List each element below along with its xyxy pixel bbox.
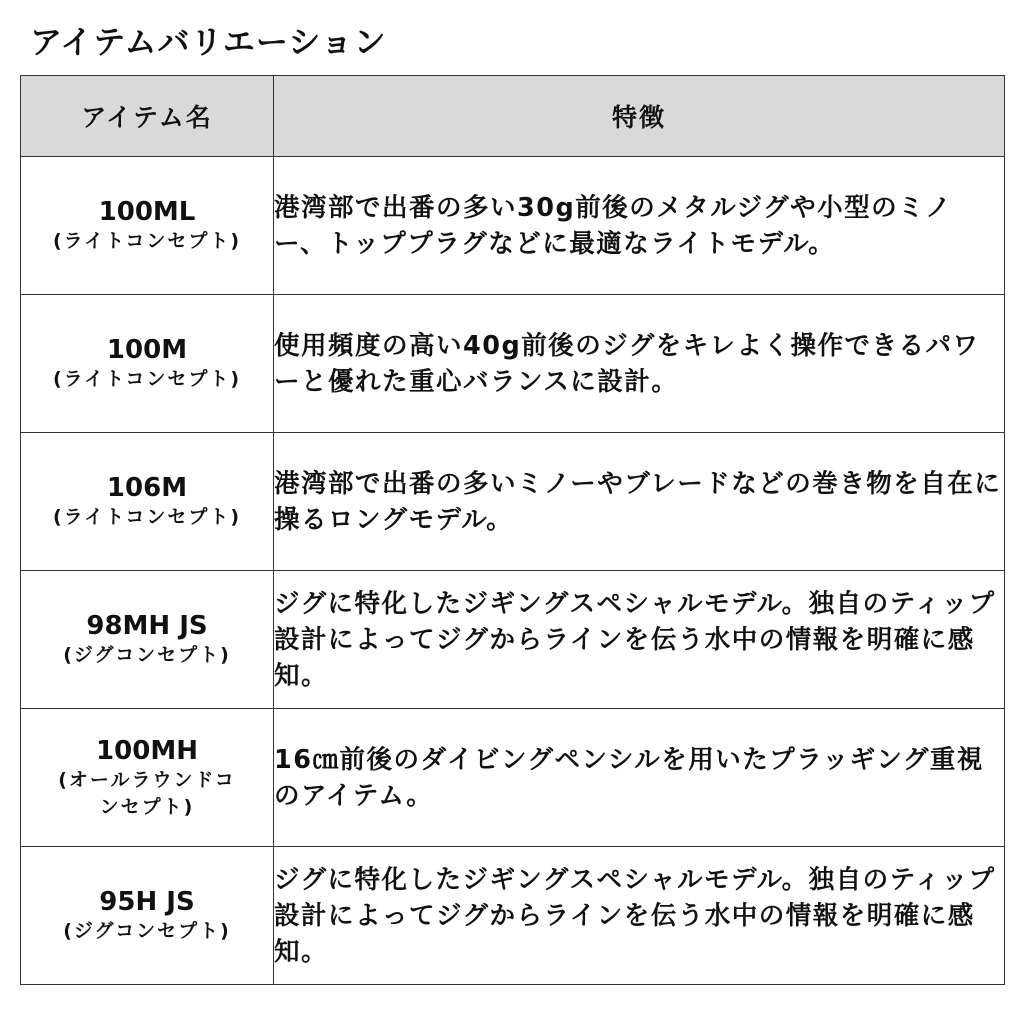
model-concept: (ライトコンセプト) (52, 368, 242, 390)
table-row (21, 847, 1005, 985)
header-row (21, 76, 1005, 157)
feature-cell (274, 157, 1005, 295)
item-variation-table (20, 75, 1005, 985)
feature-text: 港湾部で出番の多い30g前後のメタルジグや小型のミノー、トッププラグなどに最適なライトモデル。 (274, 192, 953, 259)
table-header (21, 76, 1005, 157)
table-body (21, 157, 1005, 985)
model-concept: (ジグコンセプト) (63, 920, 231, 942)
table-row (21, 433, 1005, 571)
table-row (21, 709, 1005, 847)
feature-text: ジグに特化したジギングスペシャルモデル。独自のティップ設計によってジグからラインを伝う水中の情報を明確に感知。 (274, 588, 996, 691)
table-row (21, 157, 1005, 295)
table-row (21, 571, 1005, 709)
model-name: 100ML (98, 197, 196, 227)
feature-text: ジグに特化したジギングスペシャルモデル。独自のティップ設計によってジグからラインを伝う水中の情報を明確に感知。 (274, 864, 996, 967)
model-name: 100MH (96, 735, 198, 766)
feature-text: 16㎝前後のダイビングペンシルを用いたプラッギング重視のアイテム。 (274, 744, 984, 811)
feature-cell (274, 709, 1005, 847)
header-item-name: アイテム名 (21, 76, 274, 157)
feature-cell (274, 571, 1005, 709)
header-feature: 特徴 (274, 76, 1005, 157)
feature-text: 使用頻度の高い40g前後のジグをキレよく操作できるパワーと優れた重心バランスに設計。 (274, 330, 980, 397)
table-row (21, 295, 1005, 433)
feature-cell (274, 295, 1005, 433)
feature-cell (274, 847, 1005, 985)
page-title: アイテムバリエーション (30, 23, 387, 61)
model-name: 98MH JS (86, 611, 208, 641)
model-name: 95H JS (99, 887, 195, 917)
item-name-cell (21, 295, 274, 433)
model-concept: (ジグコンセプト) (63, 644, 231, 666)
item-name-cell (21, 709, 274, 847)
feature-cell (274, 433, 1005, 571)
item-name-cell (21, 157, 274, 295)
item-name-cell (21, 571, 274, 709)
feature-text: 港湾部で出番の多いミノーやブレードなどの巻き物を自在に操るロングモデル。 (274, 468, 1002, 535)
model-name: 106M (106, 473, 188, 503)
item-name-cell (21, 847, 274, 985)
model-concept: (オールラウンドコンセプト) (58, 768, 236, 818)
item-name-cell (21, 433, 274, 571)
model-concept: (ライトコンセプト) (52, 506, 242, 528)
model-concept: (ライトコンセプト) (52, 230, 242, 252)
model-name: 100M (106, 335, 188, 365)
